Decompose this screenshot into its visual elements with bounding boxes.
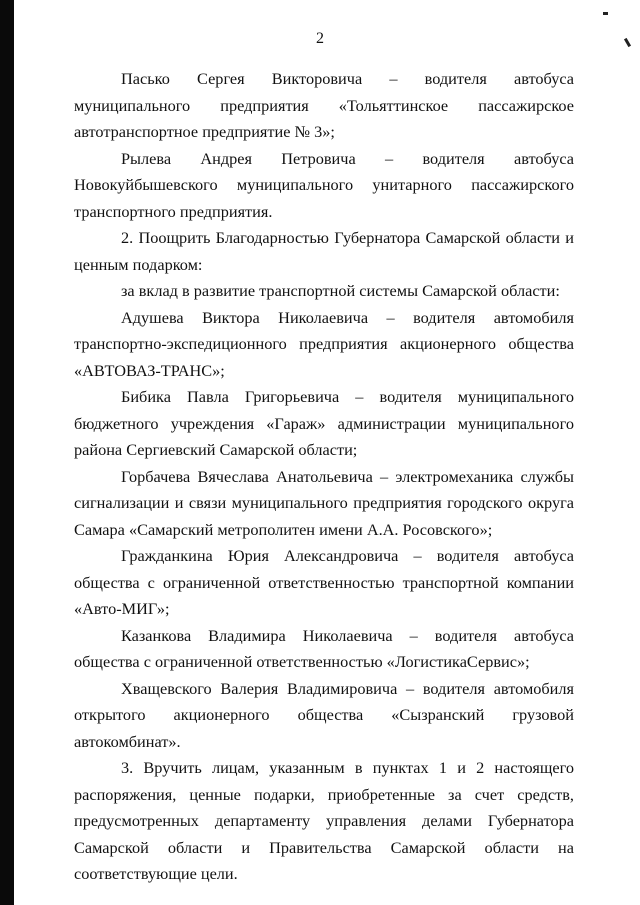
scan-mark-top <box>603 12 608 15</box>
paragraph-bibika: Бибика Павла Григорьевича – водителя муниципального бюджетного учреждения «Гараж» администрации муниципального района Сергиевский Самарской области; <box>74 387 574 459</box>
paragraph-item-3: 3. Вручить лицам, указанным в пунктах 1 и 2 настоящего распоряжения, ценные подарки, приобретенные за счет средств, предусмотренных департаменту управления делами Губернатора Самарской области и Правительства Самарской области на соответствующие цели. <box>74 758 574 883</box>
scan-edge-shadow <box>0 0 14 905</box>
paragraph-grazhdankina: Гражданкина Юрия Александровича – водителя автобуса общества с ограниченной ответственностью транспортной компании «Авто-МИГ»; <box>74 546 574 618</box>
page-number: 2 <box>316 30 324 47</box>
paragraph-gorbacheva: Горбачева Вячеслава Анатольевича – электромеханика службы сигнализации и связи муниципального предприятия городского округа Самара «Самарский метрополитен имени А.А. Росовского»; <box>74 466 574 539</box>
document-body <box>74 66 574 888</box>
paragraph-khvashchevskogo: Хващевского Валерия Владимировича – водителя автомобиля открытого акционерного общества «Сызранский грузовой автокомбинат». <box>74 678 574 751</box>
paragraph-item-2: 2. Поощрить Благодарностью Губернатора Самарской области и ценным подарком: <box>74 228 574 274</box>
paragraph-pasko: Пасько Сергея Викторовича – водителя автобуса муниципального предприятия «Тольяттинское пассажирское автотранспортное предприятие № 3»; <box>74 69 574 141</box>
paragraph-kazankova: Казанкова Владимира Николаевича – водителя автобуса общества с ограниченной ответственностью «ЛогистикаСервис»; <box>74 625 574 671</box>
paragraph-adusheva: Адушева Виктора Николаевича – водителя автомобиля транспортно-экспедиционного предприятия акционерного общества «АВТОВАЗ-ТРАНС»; <box>74 307 574 380</box>
paragraph-ryleva: Рылева Андрея Петровича – водителя автобуса Новокуйбышевского муниципального унитарного пассажирского транспортного предприятия. <box>74 148 574 221</box>
paragraph-contribution: за вклад в развитие транспортной системы Самарской области: <box>121 281 560 300</box>
